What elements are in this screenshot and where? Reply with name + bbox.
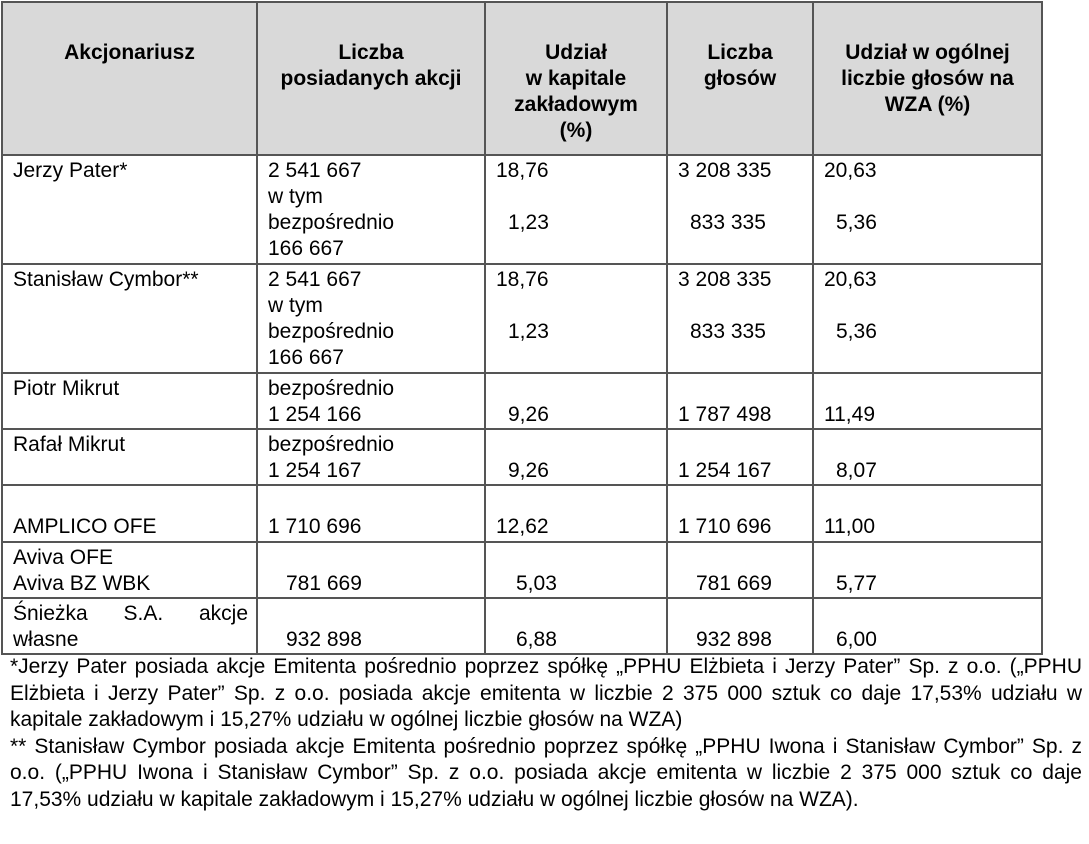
table-row bbox=[2, 373, 1042, 429]
table-row bbox=[2, 542, 1042, 598]
cell-shares bbox=[257, 373, 485, 429]
header-shares bbox=[257, 2, 485, 155]
votes-share-value: 5,36 bbox=[836, 211, 877, 234]
shares-value: 1 710 696 bbox=[268, 515, 362, 538]
votes-value bbox=[678, 184, 804, 210]
cell-votes-share bbox=[813, 155, 1042, 264]
shares-value: 2 541 667 bbox=[268, 159, 362, 182]
shareholder-name: Aviva OFE bbox=[13, 546, 113, 569]
table-row bbox=[2, 429, 1042, 485]
shares-note: w tym bbox=[268, 294, 323, 317]
votes-value: 932 898 bbox=[696, 628, 772, 651]
shareholder-name bbox=[13, 402, 248, 428]
votes-value: 3 208 335 bbox=[678, 268, 772, 291]
header-shares-line-1: Liczba bbox=[338, 41, 404, 64]
votes-share-value bbox=[824, 345, 1033, 371]
votes-value: 781 669 bbox=[696, 572, 772, 595]
shares-note: bezpośrednio bbox=[268, 377, 395, 400]
header-capital-share-line-4: (%) bbox=[559, 119, 593, 142]
shares-note: bezpośrednio bbox=[268, 211, 395, 234]
shareholder-name: Aviva BZ WBK bbox=[13, 572, 151, 595]
votes-value: 1 710 696 bbox=[678, 515, 772, 538]
cell-shareholder bbox=[2, 598, 257, 654]
table-row bbox=[2, 264, 1042, 373]
shareholder-name: Śnieżka S.A. akcje bbox=[13, 602, 248, 625]
footnote-stanislaw-cymbor: ** Stanisław Cymbor posiada akcje Emitenta pośrednio poprzez spółkę „PPHU Iwona i Stanisław Cymbor” Sp. z o.o. („PPHU Iwona i Stanisław Cymbor” Sp. z o.o. posiada akcje emitenta w liczbie 2 375 000 sztuk co daje 17,53% udziału w kapitale zakładowym i 15,27% udziału w ogólnej liczbie głosów na WZA). bbox=[10, 734, 1082, 811]
header-capital-share bbox=[485, 2, 667, 155]
votes-share-value bbox=[824, 293, 1033, 319]
header-votes bbox=[667, 2, 813, 155]
capital-share-value: 18,76 bbox=[496, 268, 549, 291]
footnote-jerzy-pater: *Jerzy Pater posiada akcje Emitenta pośrednio poprzez spółkę „PPHU Elżbieta i Jerzy Pater” Sp. z o.o. („PPHU Elżbieta i Jerzy Pater” Sp. z o.o. posiada akcje emitenta w liczbie 2 375 000 sztuk co daje 17,53% udziału w kapitale zakładowym i 15,27% udziału w ogólnej liczbie głosów na WZA) bbox=[10, 655, 1082, 731]
votes-value bbox=[678, 488, 804, 514]
table-row bbox=[2, 598, 1042, 654]
header-votes-line-1: Liczba bbox=[707, 41, 773, 64]
shareholder-name: AMPLICO OFE bbox=[13, 515, 157, 538]
votes-value bbox=[678, 293, 804, 319]
cell-votes-share bbox=[813, 373, 1042, 429]
cell-shares bbox=[257, 155, 485, 264]
cell-capital-share bbox=[485, 373, 667, 429]
cell-votes bbox=[667, 155, 813, 264]
header-shares-line-2: posiadanych akcji bbox=[280, 67, 462, 90]
capital-share-value bbox=[496, 236, 658, 262]
votes-share-value: 11,49 bbox=[824, 403, 875, 426]
capital-share-value: 9,26 bbox=[508, 403, 549, 426]
table-row bbox=[2, 155, 1042, 264]
cell-capital-share bbox=[485, 598, 667, 654]
header-shareholder-text: Akcjonariusz bbox=[64, 41, 195, 64]
capital-share-value: 12,62 bbox=[496, 515, 549, 538]
cell-capital-share bbox=[485, 429, 667, 485]
capital-share-value bbox=[496, 432, 658, 458]
footnotes bbox=[10, 654, 1082, 813]
votes-share-value bbox=[824, 236, 1033, 262]
votes-share-value: 20,63 bbox=[824, 159, 877, 182]
cell-shareholder bbox=[2, 155, 257, 264]
capital-share-value: 5,03 bbox=[516, 572, 557, 595]
shares-value: 1 254 167 bbox=[268, 459, 362, 482]
votes-share-value bbox=[824, 376, 1033, 402]
cell-shares bbox=[257, 429, 485, 485]
capital-share-value bbox=[496, 345, 658, 371]
shares-value: 781 669 bbox=[286, 572, 362, 595]
capital-share-value bbox=[496, 601, 658, 627]
capital-share-value: 18,76 bbox=[496, 159, 549, 182]
shares-value: 2 541 667 bbox=[268, 268, 362, 291]
votes-value: 833 335 bbox=[690, 211, 766, 234]
cell-capital-share bbox=[485, 542, 667, 598]
cell-shareholder bbox=[2, 429, 257, 485]
votes-share-value: 5,77 bbox=[836, 572, 877, 595]
shares-value: 1 254 166 bbox=[268, 403, 362, 426]
shares-note: w tym bbox=[268, 185, 323, 208]
header-votes-share-line-1: Udział w ogólnej bbox=[845, 41, 1010, 64]
votes-value bbox=[678, 345, 804, 371]
cell-shareholder bbox=[2, 264, 257, 373]
cell-shareholder bbox=[2, 485, 257, 542]
shareholder-name: Rafał Mikrut bbox=[13, 433, 126, 456]
cell-capital-share bbox=[485, 485, 667, 542]
votes-value: 1 787 498 bbox=[678, 403, 772, 426]
votes-value bbox=[678, 236, 804, 262]
votes-share-value: 11,00 bbox=[824, 515, 875, 538]
shares-value bbox=[268, 545, 476, 571]
capital-share-value: 6,88 bbox=[516, 628, 557, 651]
cell-capital-share bbox=[485, 155, 667, 264]
header-capital-share-line-3: zakładowym bbox=[514, 93, 638, 116]
cell-shareholder bbox=[2, 373, 257, 429]
cell-votes bbox=[667, 264, 813, 373]
cell-votes-share bbox=[813, 542, 1042, 598]
header-votes-share bbox=[813, 2, 1042, 155]
votes-share-value bbox=[824, 184, 1033, 210]
capital-share-value: 9,26 bbox=[508, 459, 549, 482]
table-row bbox=[2, 485, 1042, 542]
header-capital-share-line-2: w kapitale bbox=[525, 67, 627, 90]
cell-shares bbox=[257, 485, 485, 542]
cell-shares bbox=[257, 598, 485, 654]
cell-shareholder bbox=[2, 542, 257, 598]
votes-share-value bbox=[824, 601, 1033, 627]
votes-share-value: 20,63 bbox=[824, 268, 877, 291]
header-votes-line-2: głosów bbox=[703, 67, 777, 90]
cell-votes-share bbox=[813, 485, 1042, 542]
shares-value: 932 898 bbox=[286, 628, 362, 651]
header-capital-share-line-1: Udział bbox=[545, 41, 607, 64]
cell-votes bbox=[667, 598, 813, 654]
shareholder-name: Jerzy Pater* bbox=[13, 159, 128, 182]
shares-value: 166 667 bbox=[268, 346, 344, 369]
votes-value: 3 208 335 bbox=[678, 159, 772, 182]
cell-votes-share bbox=[813, 429, 1042, 485]
cell-votes-share bbox=[813, 598, 1042, 654]
shares-value bbox=[268, 488, 476, 514]
votes-share-value: 5,36 bbox=[836, 320, 877, 343]
capital-share-value: 1,23 bbox=[508, 211, 549, 234]
shareholders-table bbox=[1, 1, 1043, 655]
votes-share-value: 6,00 bbox=[836, 628, 877, 651]
votes-value: 1 254 167 bbox=[678, 459, 772, 482]
capital-share-value bbox=[496, 488, 658, 514]
shareholder-name: Piotr Mikrut bbox=[13, 377, 120, 400]
cell-shares bbox=[257, 542, 485, 598]
cell-votes bbox=[667, 429, 813, 485]
header-row bbox=[2, 2, 1042, 155]
shareholder-name: własne bbox=[13, 628, 79, 651]
votes-share-value bbox=[824, 432, 1033, 458]
shares-value: 166 667 bbox=[268, 237, 344, 260]
capital-share-value: 1,23 bbox=[508, 320, 549, 343]
header-shareholder bbox=[2, 2, 257, 155]
shareholder-name bbox=[13, 488, 248, 514]
votes-value bbox=[678, 601, 804, 627]
shareholder-name bbox=[13, 458, 248, 484]
capital-share-value bbox=[496, 376, 658, 402]
cell-shares bbox=[257, 264, 485, 373]
shareholder-name: Stanisław Cymbor** bbox=[13, 268, 199, 291]
votes-value bbox=[678, 545, 804, 571]
cell-votes-share bbox=[813, 264, 1042, 373]
cell-capital-share bbox=[485, 264, 667, 373]
votes-share-value: 8,07 bbox=[836, 459, 877, 482]
cell-votes bbox=[667, 542, 813, 598]
capital-share-value bbox=[496, 293, 658, 319]
votes-share-value bbox=[824, 488, 1033, 514]
shares-note: bezpośrednio bbox=[268, 433, 395, 456]
cell-votes bbox=[667, 373, 813, 429]
shares-value bbox=[268, 601, 476, 627]
header-votes-share-line-3: WZA (%) bbox=[884, 93, 971, 116]
header-votes-share-line-2: liczbie głosów na bbox=[841, 67, 1014, 90]
votes-share-value bbox=[824, 545, 1033, 571]
cell-votes bbox=[667, 485, 813, 542]
votes-value: 833 335 bbox=[690, 320, 766, 343]
capital-share-value bbox=[496, 545, 658, 571]
capital-share-value bbox=[496, 184, 658, 210]
votes-value bbox=[678, 432, 804, 458]
votes-value bbox=[678, 376, 804, 402]
shares-note: bezpośrednio bbox=[268, 320, 395, 343]
